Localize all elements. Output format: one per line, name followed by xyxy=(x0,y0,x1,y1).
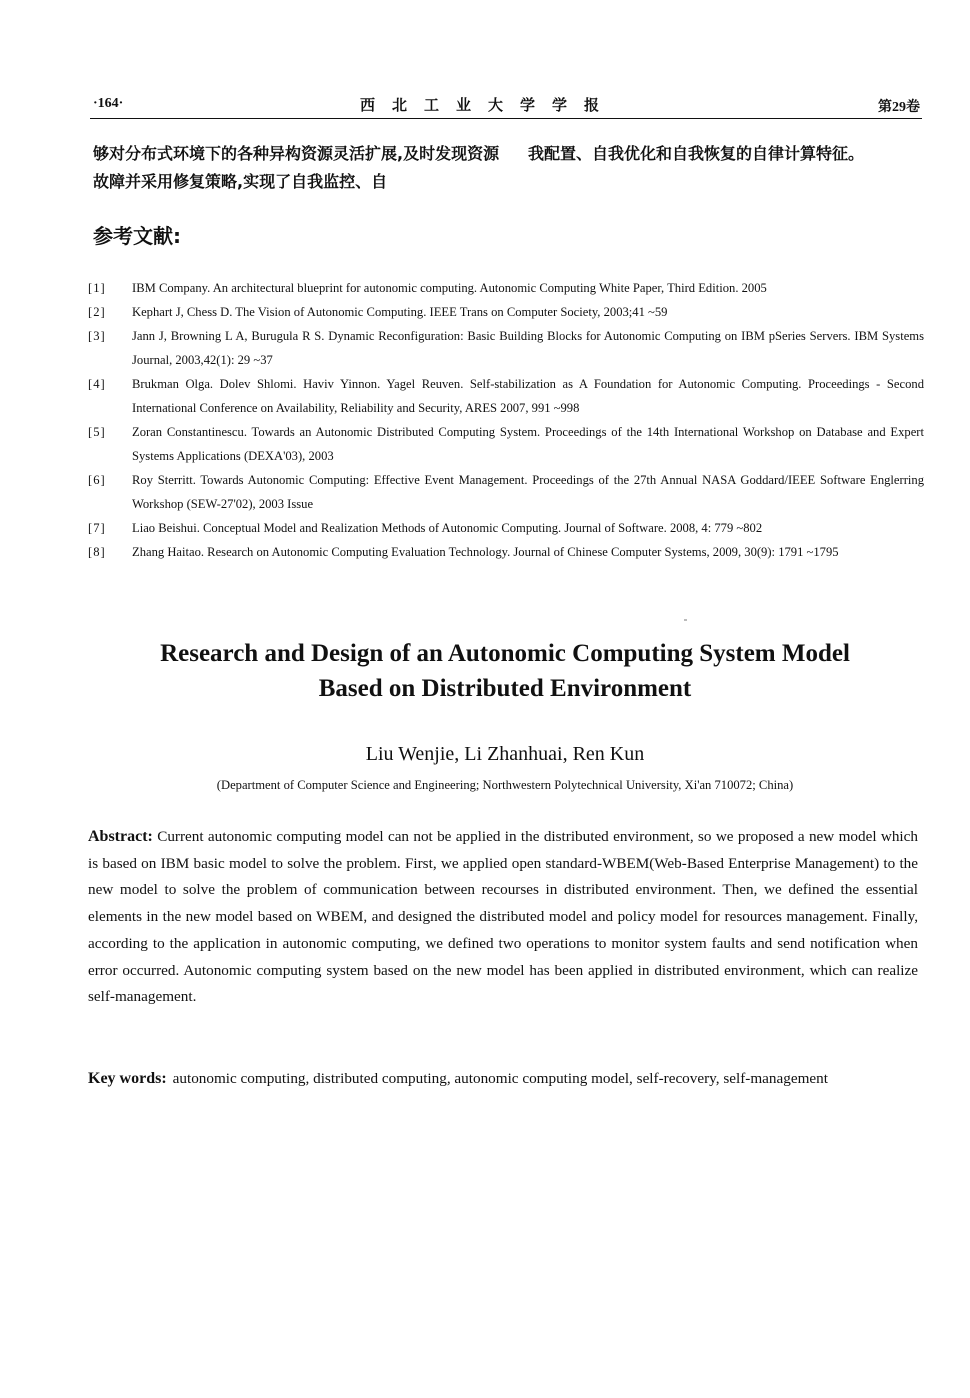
english-title-line-2: Based on Distributed Environment xyxy=(318,675,692,702)
reference-item xyxy=(88,468,924,516)
reference-number: [4] xyxy=(88,377,106,391)
reference-number: [7] xyxy=(88,521,106,535)
volume-label: 第29卷 xyxy=(878,100,920,115)
reference-item xyxy=(88,420,924,468)
body-text-right-column: 我配置、自我优化和自我恢复的自律计算特征。 xyxy=(528,144,865,163)
reference-item xyxy=(88,372,924,420)
reference-item xyxy=(88,324,924,372)
english-title xyxy=(60,636,950,706)
reference-text: Brukman Olga. Dolev Shlomi. Haviv Yinnon. Yagel Reuven. Self-stabilization as A Foundation for Autonomic Computing. Proceedings - Second International Conference on Availability, Reliability and Security, ARES 2007, 991 ~998 xyxy=(132,377,924,415)
keywords xyxy=(88,1065,918,1092)
abstract-label: Abstract: xyxy=(88,828,153,845)
references-heading: 参考文献: xyxy=(93,224,181,248)
keywords-text: autonomic computing, distributed computing, autonomic computing model, self-recovery, self-management xyxy=(172,1070,828,1087)
reference-text: Liao Beishui. Conceptual Model and Realization Methods of Autonomic Computing. Journal of Software. 2008, 4: 779 ~802 xyxy=(132,521,763,535)
journal-name: 西北工业大学学报 xyxy=(360,98,617,114)
english-title-line-1: Research and Design of an Autonomic Computing System Model xyxy=(160,640,850,667)
abstract-text: Current autonomic computing model can not be applied in the distributed environment, so we proposed a new model which is based on IBM basic model to solve the problem. First, we applied open standard-WBEM(Web-Based Enterprise Management) to the new model to solve the problem of communication between recourses in distributed environment. Then, we defined the essential elements in the new model based on WBEM, and designed the distributed model and policy model for resources management. Finally, according to the application in autonomic computing, we defined two operations to monitor system faults and send notification when error occurred. Autonomic computing system based on the new model has been applied in distributed environment, which can realize self-management. xyxy=(88,828,918,1006)
reference-text: Zhang Haitao. Research on Autonomic Computing Evaluation Technology. Journal of Chinese Computer Systems, 2009, 30(9): 1791 ~1795 xyxy=(132,545,839,559)
reference-number: [1] xyxy=(88,281,106,295)
keywords-label: Key words: xyxy=(88,1070,167,1087)
reference-item xyxy=(88,540,924,564)
page-number: ·164· xyxy=(93,96,124,111)
reference-item xyxy=(88,300,924,324)
reference-text: IBM Company. An architectural blueprint for autonomic computing. Autonomic Computing White Paper, Third Edition. 2005 xyxy=(132,281,767,295)
authors: Liu Wenjie, Li Zhanhuai, Ren Kun xyxy=(365,743,645,765)
reference-number: [2] xyxy=(88,305,106,319)
header-rule xyxy=(90,118,922,119)
abstract xyxy=(88,824,918,1011)
reference-item xyxy=(88,516,924,540)
reference-text: Roy Sterritt. Towards Autonomic Computing: Effective Event Management. Proceedings of the 27th Annual NASA Goddard/IEEE Software Englerring Workshop (SEW-27'02), 2003 Issue xyxy=(132,473,924,511)
reference-number: [5] xyxy=(88,425,106,439)
body-text-left-column: 够对分布式环境下的各种异构资源灵活扩展,及时发现资源故障并采用修复策略,实现了自我监控、自 xyxy=(93,144,500,191)
reference-number: [3] xyxy=(88,329,106,343)
reference-number: [8] xyxy=(88,545,106,559)
scan-speck xyxy=(684,619,687,621)
reference-text: Zoran Constantinescu. Towards an Autonomic Distributed Computing System. Proceedings of the 14th International Workshop on Database and Expert Systems Applications (DEXA'03), 2003 xyxy=(132,425,924,463)
reference-number: [6] xyxy=(88,473,106,487)
reference-item xyxy=(88,276,924,300)
reference-text: Jann J, Browning L A, Burugula R S. Dynamic Reconfiguration: Basic Building Blocks for Autonomic Computing on IBM pSeries Servers. IBM Systems Journal, 2003,42(1): 29 ~37 xyxy=(132,329,924,367)
references-list xyxy=(88,276,924,564)
reference-text: Kephart J, Chess D. The Vision of Autonomic Computing. IEEE Trans on Computer Society, 2003;41 ~59 xyxy=(132,305,668,319)
affiliation: (Department of Computer Science and Engineering; Northwestern Polytechnical University, Xi'an 710072; China) xyxy=(216,778,794,792)
